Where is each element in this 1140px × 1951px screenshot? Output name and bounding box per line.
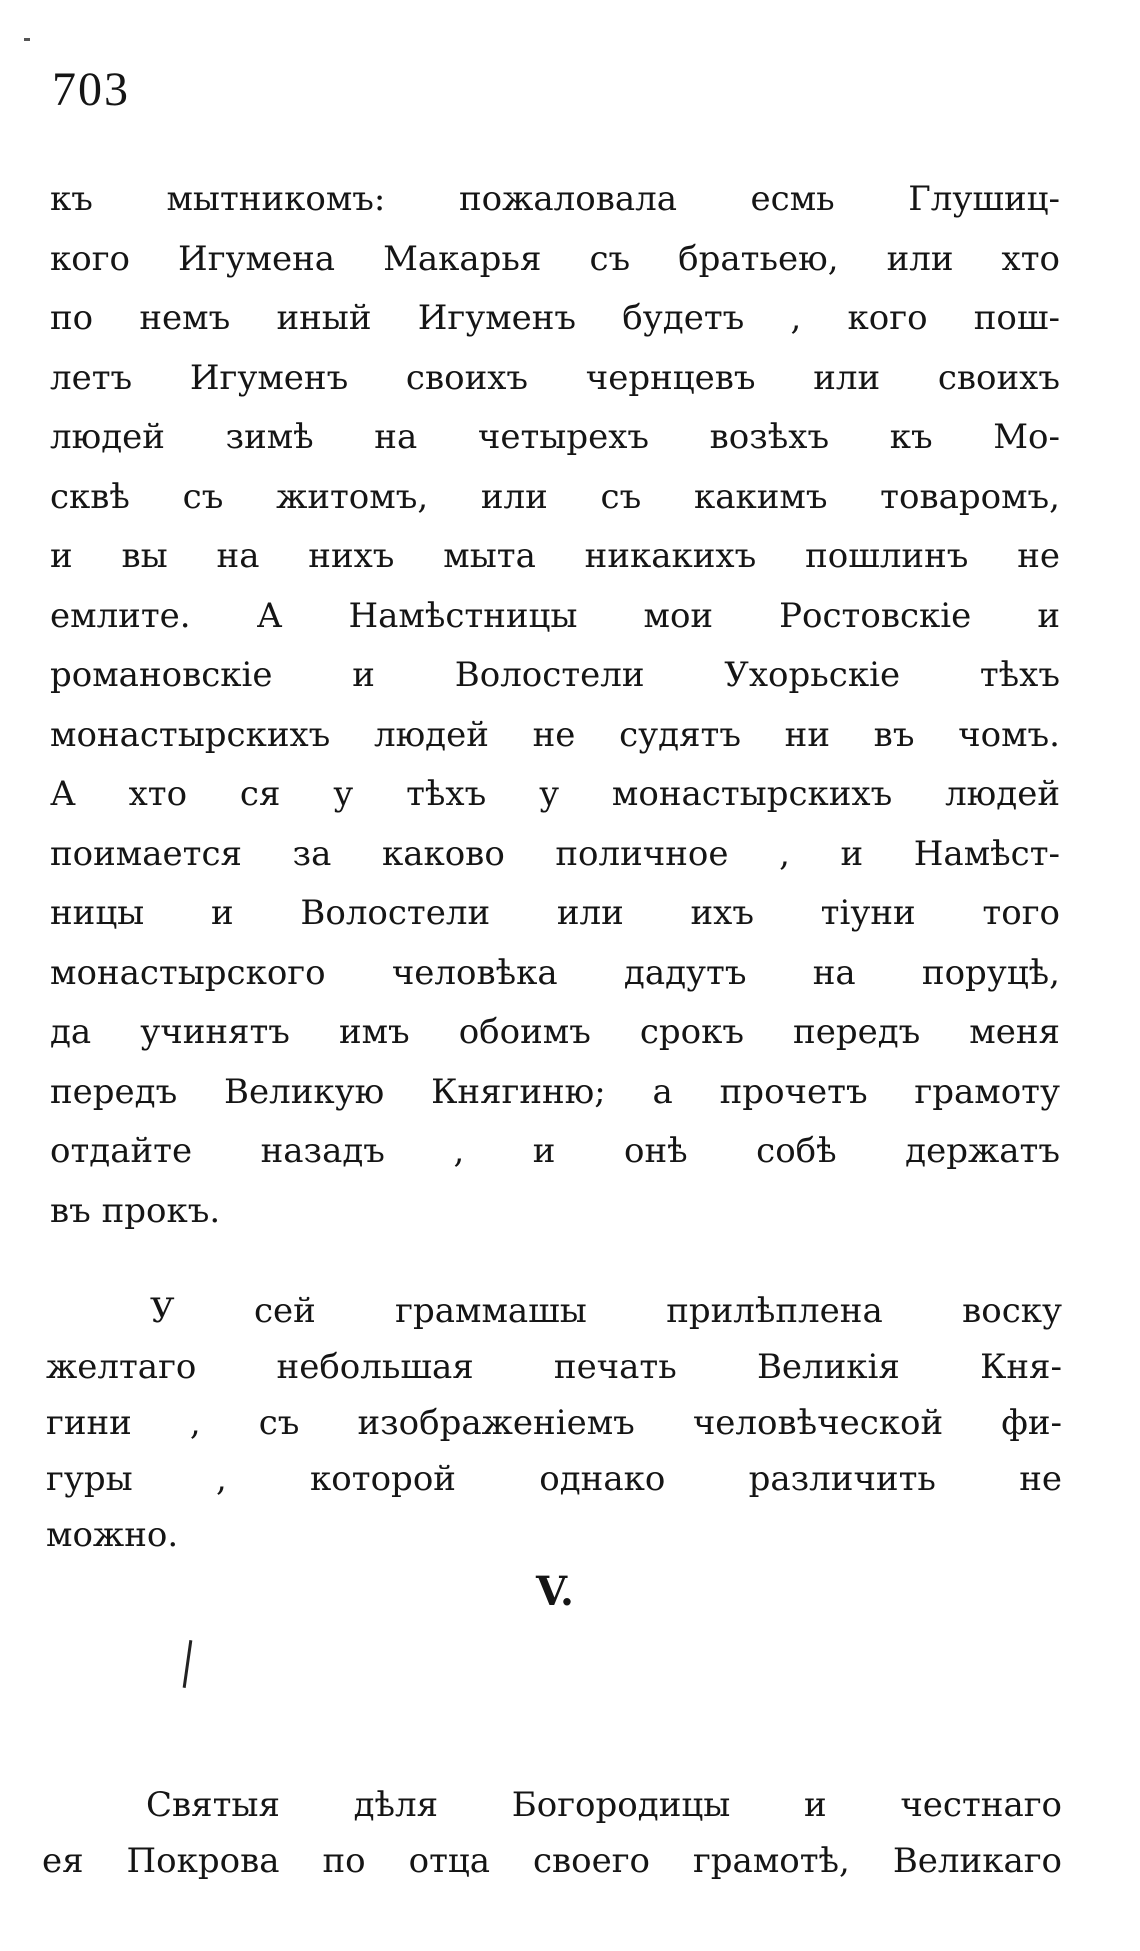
text-line: романовскіе и Волостели Ухорьскіе тѣхъ [50, 655, 1060, 695]
text-line: гуры , которой однако различить не [46, 1459, 1062, 1499]
text-line: монастырского человѣка дадутъ на поруцѣ, [50, 952, 1060, 993]
text-line: гини , съ изображеніемъ человѣческой фи- [46, 1403, 1062, 1443]
text-line: передъ Великую Княгиню; а прочетъ грамоту [50, 1071, 1060, 1112]
text-line: сквѣ съ житомъ, или съ какимъ товаромъ, [50, 476, 1060, 517]
text-line: можно. [46, 1515, 179, 1555]
text-line: людей зимѣ на четырехъ возѣхъ къ Мо- [50, 417, 1060, 457]
text-line: кого Игумена Макарья съ братьею, или хто [50, 238, 1060, 279]
paragraph-3 [42, 1777, 1062, 1889]
text-line: У сей граммашы прилѣплена воску [150, 1291, 1062, 1331]
paragraph-1 [50, 170, 1060, 1241]
section-heading: V. [536, 1568, 574, 1615]
pencil-mark [183, 1640, 193, 1688]
text-line: Святыя дѣля Богородицы и честнаго [146, 1785, 1062, 1825]
text-line: въ прокъ. [50, 1190, 221, 1231]
text-line: А хто ся у тѣхъ у монастырскихъ людей [50, 774, 1060, 814]
text-line: ницы и Волостели или ихъ тіуни того [50, 893, 1060, 933]
text-line: летъ Игуменъ своихъ чернцевъ или своихъ [50, 357, 1060, 398]
text-line: желтаго небольшая печать Великія Кня- [46, 1347, 1062, 1387]
text-line: и вы на нихъ мыта никакихъ пошлинъ не [50, 536, 1060, 576]
text-line: ея Покрова по отца своего грамотѣ, Великаго [42, 1841, 1062, 1881]
text-line: да учинятъ имъ обоимъ срокъ передъ меня [50, 1012, 1060, 1052]
text-line: поимается за каково поличное , и Намѣст- [50, 833, 1060, 874]
paragraph-2 [46, 1283, 1062, 1563]
text-line: къ мытникомъ: пожаловала есмь Глушиц- [50, 179, 1060, 219]
text-line: отдайте назадъ , и онѣ собѣ держатъ [50, 1131, 1060, 1171]
text-line: монастырскихъ людей не судятъ ни въ чомъ. [50, 714, 1060, 755]
print-speck [24, 38, 30, 41]
text-line: по немъ иный Игуменъ будетъ , кого пош- [50, 298, 1060, 338]
text-line: емлите. А Намѣстницы мои Ростовскіе и [50, 595, 1060, 636]
page-number: 703 [52, 63, 130, 116]
